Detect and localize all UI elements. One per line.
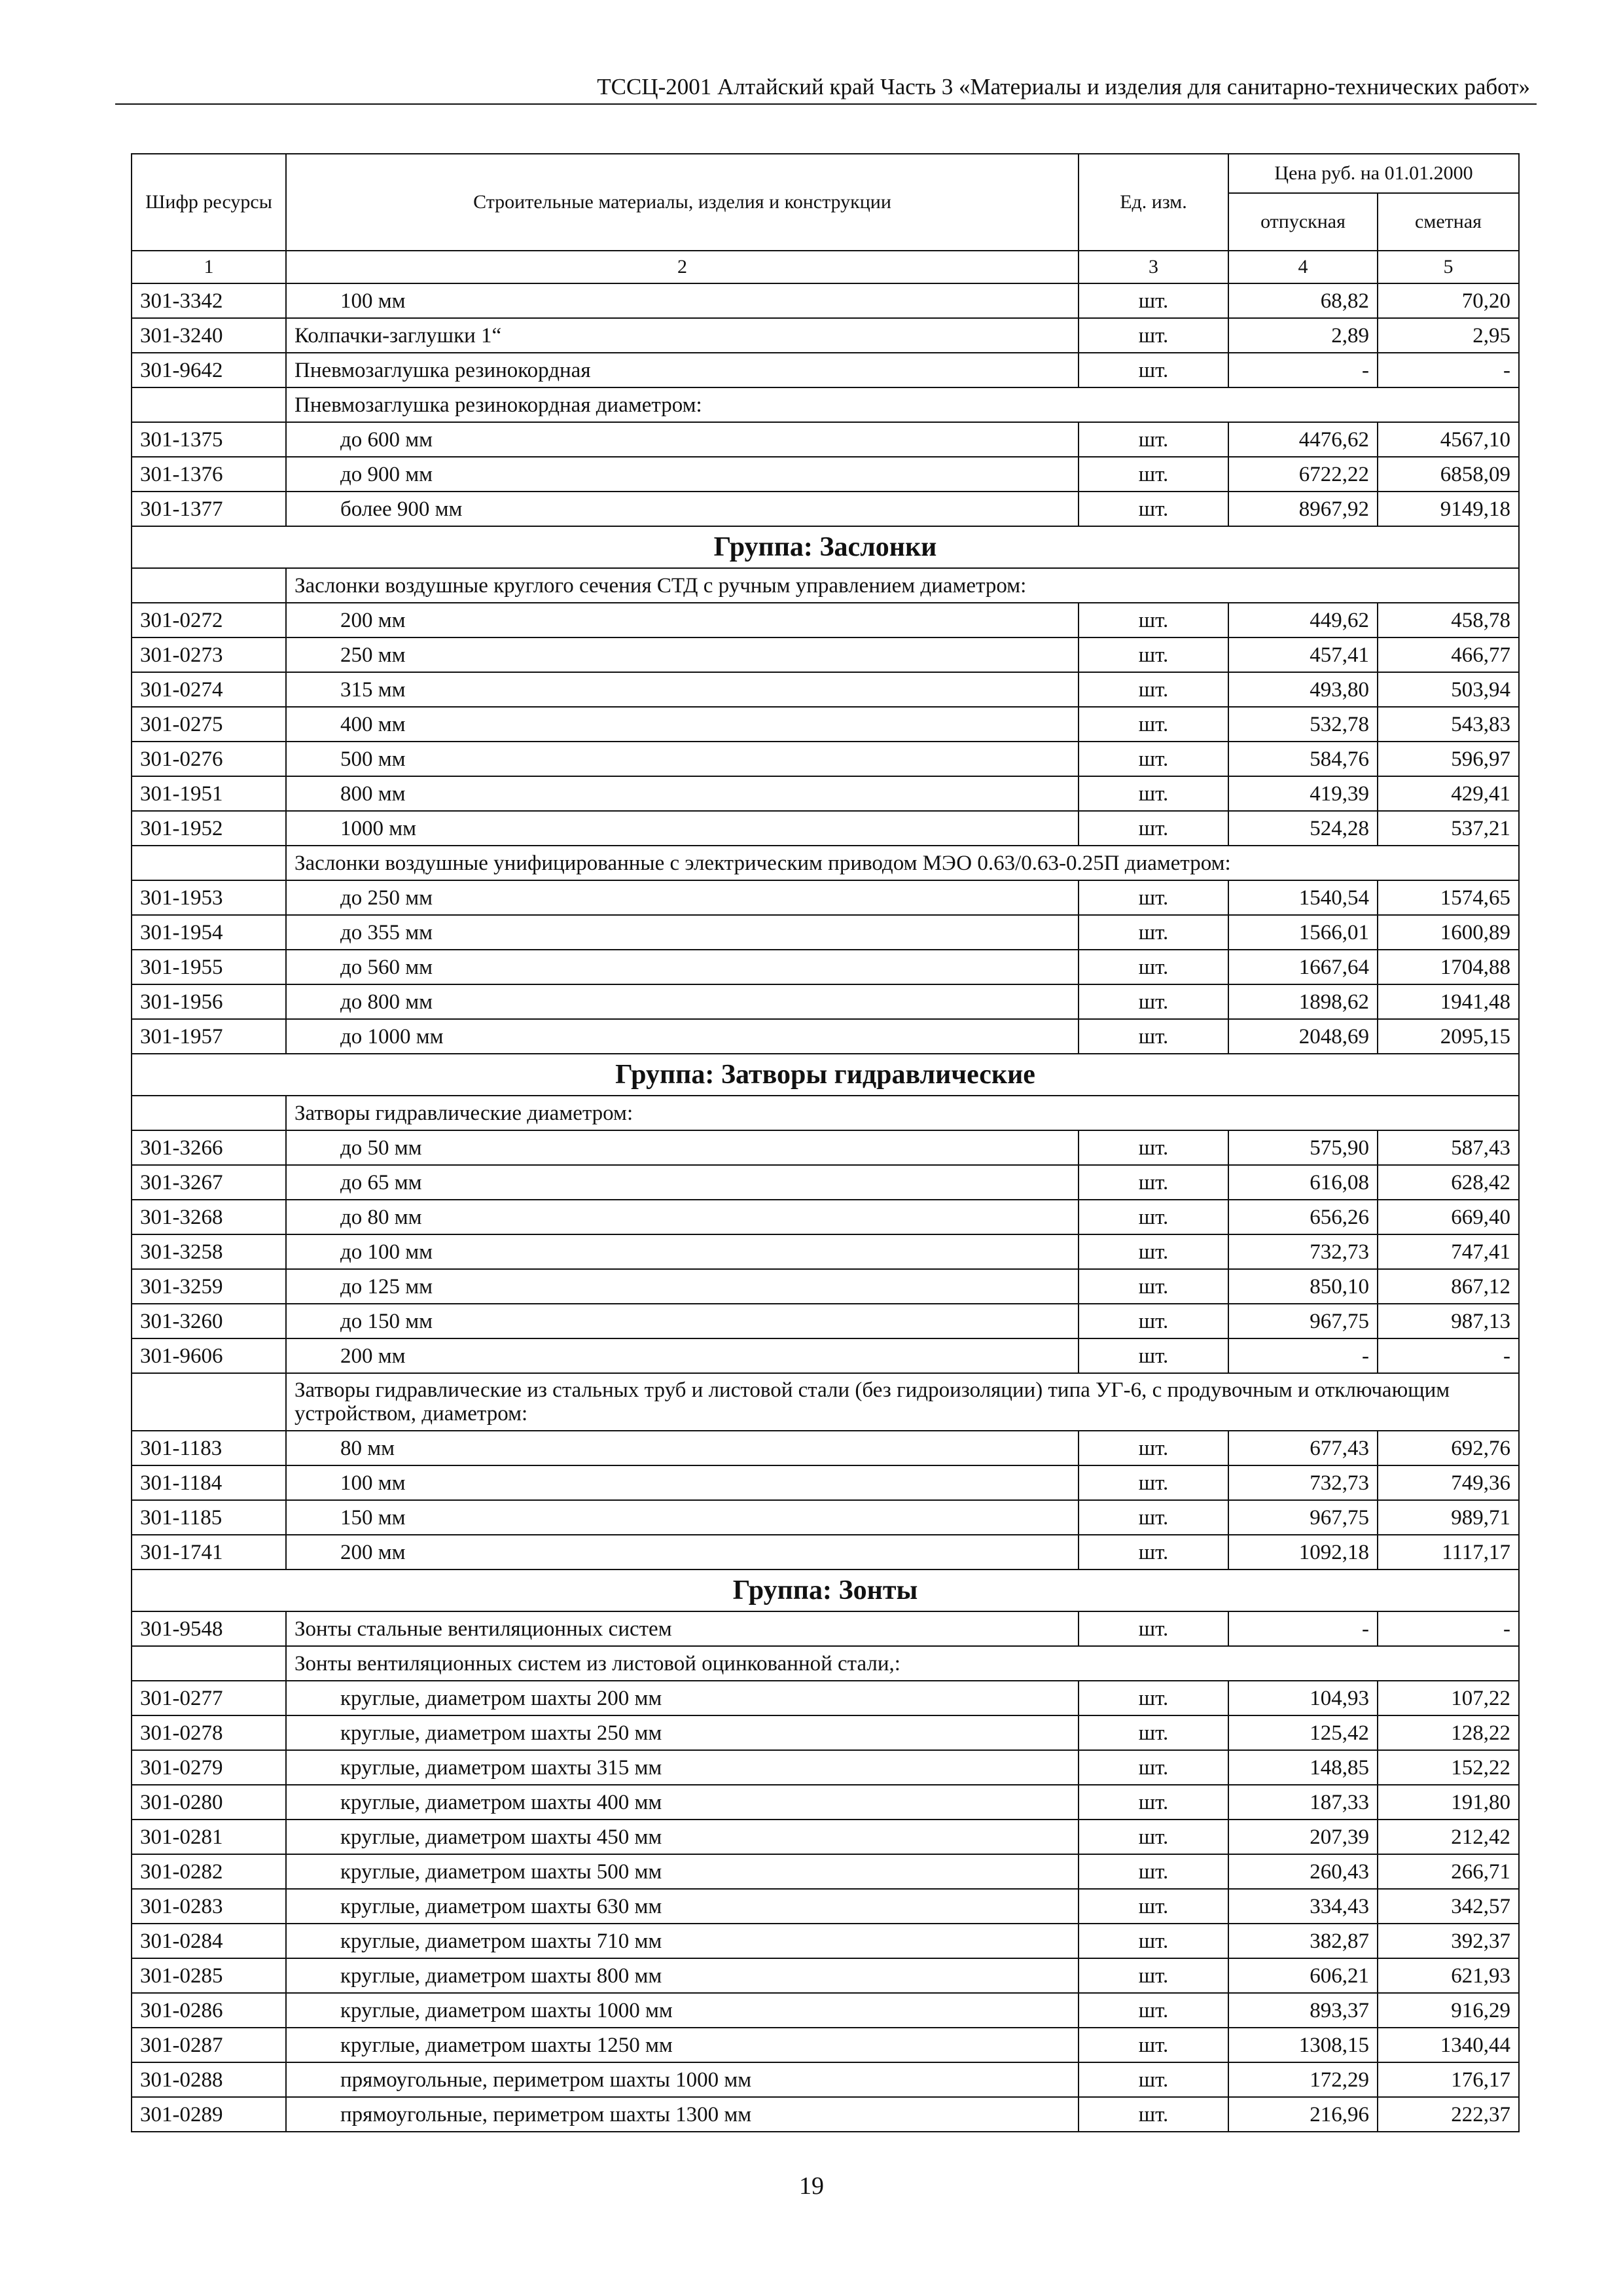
table-row bbox=[132, 1854, 1519, 1889]
table-row bbox=[132, 422, 1519, 457]
unit: шт. bbox=[1079, 422, 1228, 457]
table-row bbox=[132, 1958, 1519, 1993]
table-row bbox=[132, 880, 1519, 915]
estimate-price: 222,37 bbox=[1378, 2097, 1519, 2132]
estimate-price: 987,13 bbox=[1378, 1304, 1519, 1338]
unit: шт. bbox=[1079, 2062, 1228, 2097]
subheading-row bbox=[132, 1646, 1519, 1681]
material-name: до 125 мм bbox=[286, 1269, 1079, 1304]
release-price: 216,96 bbox=[1228, 2097, 1378, 2132]
subheading-code bbox=[132, 1373, 286, 1431]
resource-code: 301-1955 bbox=[132, 950, 286, 984]
material-name: 500 мм bbox=[286, 742, 1079, 776]
release-price: 967,75 bbox=[1228, 1304, 1378, 1338]
table-row bbox=[132, 707, 1519, 742]
release-price: 1566,01 bbox=[1228, 915, 1378, 950]
subheading-row bbox=[132, 846, 1519, 880]
release-price: 172,29 bbox=[1228, 2062, 1378, 2097]
material-name: до 100 мм bbox=[286, 1234, 1079, 1269]
estimate-price: 749,36 bbox=[1378, 1465, 1519, 1500]
release-price: 1092,18 bbox=[1228, 1535, 1378, 1570]
estimate-price: 537,21 bbox=[1378, 811, 1519, 846]
estimate-price: 458,78 bbox=[1378, 603, 1519, 637]
estimate-price: 503,94 bbox=[1378, 672, 1519, 707]
material-name: до 65 мм bbox=[286, 1165, 1079, 1200]
table-row bbox=[132, 1130, 1519, 1165]
release-price: 584,76 bbox=[1228, 742, 1378, 776]
resource-code: 301-1183 bbox=[132, 1431, 286, 1465]
release-price: 2048,69 bbox=[1228, 1019, 1378, 1054]
material-name: до 150 мм bbox=[286, 1304, 1079, 1338]
material-name: до 560 мм bbox=[286, 950, 1079, 984]
estimate-price: 621,93 bbox=[1378, 1958, 1519, 1993]
release-price: 6722,22 bbox=[1228, 457, 1378, 492]
table-row bbox=[132, 915, 1519, 950]
unit: шт. bbox=[1079, 776, 1228, 811]
resource-code: 301-0279 bbox=[132, 1750, 286, 1785]
material-name: до 355 мм bbox=[286, 915, 1079, 950]
resource-code: 301-9548 bbox=[132, 1611, 286, 1646]
release-price: 419,39 bbox=[1228, 776, 1378, 811]
material-name: 400 мм bbox=[286, 707, 1079, 742]
subheading-code bbox=[132, 846, 286, 880]
table-row bbox=[132, 672, 1519, 707]
release-price: 1540,54 bbox=[1228, 880, 1378, 915]
release-price: 524,28 bbox=[1228, 811, 1378, 846]
unit: шт. bbox=[1079, 1785, 1228, 1820]
unit: шт. bbox=[1079, 950, 1228, 984]
subheading: Затворы гидравлические из стальных труб и листовой стали (без гидроизоляции) типа УГ-6, с продувочным и отключающим устройством, диаметром: bbox=[286, 1373, 1519, 1431]
estimate-price: 128,22 bbox=[1378, 1715, 1519, 1750]
release-price: 148,85 bbox=[1228, 1750, 1378, 1785]
material-name: круглые, диаметром шахты 450 мм bbox=[286, 1820, 1079, 1854]
material-name: 250 мм bbox=[286, 637, 1079, 672]
release-price: 606,21 bbox=[1228, 1958, 1378, 1993]
table-row bbox=[132, 1165, 1519, 1200]
estimate-price: 669,40 bbox=[1378, 1200, 1519, 1234]
table-row bbox=[132, 1681, 1519, 1715]
material-name: круглые, диаметром шахты 400 мм bbox=[286, 1785, 1079, 1820]
material-name: круглые, диаметром шахты 315 мм bbox=[286, 1750, 1079, 1785]
release-price: 207,39 bbox=[1228, 1820, 1378, 1854]
release-price: 68,82 bbox=[1228, 283, 1378, 318]
release-price: 260,43 bbox=[1228, 1854, 1378, 1889]
release-price: 656,26 bbox=[1228, 1200, 1378, 1234]
release-price: 1308,15 bbox=[1228, 2028, 1378, 2062]
unit: шт. bbox=[1079, 1958, 1228, 1993]
release-price: 104,93 bbox=[1228, 1681, 1378, 1715]
release-price: 2,89 bbox=[1228, 318, 1378, 353]
table-row bbox=[132, 353, 1519, 387]
material-name: 80 мм bbox=[286, 1431, 1079, 1465]
material-name: 100 мм bbox=[286, 1465, 1079, 1500]
unit: шт. bbox=[1079, 637, 1228, 672]
material-name: до 800 мм bbox=[286, 984, 1079, 1019]
estimate-price: 9149,18 bbox=[1378, 492, 1519, 526]
estimate-price: 6858,09 bbox=[1378, 457, 1519, 492]
unit: шт. bbox=[1079, 492, 1228, 526]
group-heading: Группа: Затворы гидравлические bbox=[132, 1054, 1519, 1096]
subheading: Зонты вентиляционных систем из листовой оцинкованной стали,: bbox=[286, 1646, 1519, 1681]
material-name: Зонты стальные вентиляционных систем bbox=[286, 1611, 1079, 1646]
table-row bbox=[132, 1993, 1519, 2028]
estimate-price: 587,43 bbox=[1378, 1130, 1519, 1165]
unit: шт. bbox=[1079, 1681, 1228, 1715]
material-name: 200 мм bbox=[286, 1338, 1079, 1373]
table-row bbox=[132, 1750, 1519, 1785]
unit: шт. bbox=[1079, 1611, 1228, 1646]
unit: шт. bbox=[1079, 457, 1228, 492]
release-price: 4476,62 bbox=[1228, 422, 1378, 457]
unit: шт. bbox=[1079, 1924, 1228, 1958]
estimate-price: 596,97 bbox=[1378, 742, 1519, 776]
release-price: 1667,64 bbox=[1228, 950, 1378, 984]
estimate-price: - bbox=[1378, 1338, 1519, 1373]
resource-code: 301-1741 bbox=[132, 1535, 286, 1570]
resource-code: 301-1951 bbox=[132, 776, 286, 811]
unit: шт. bbox=[1079, 1338, 1228, 1373]
table-row bbox=[132, 1715, 1519, 1750]
unit: шт. bbox=[1079, 811, 1228, 846]
material-name: круглые, диаметром шахты 1250 мм bbox=[286, 2028, 1079, 2062]
table-row bbox=[132, 603, 1519, 637]
estimate-price: 4567,10 bbox=[1378, 422, 1519, 457]
material-name: прямоугольные, периметром шахты 1300 мм bbox=[286, 2097, 1079, 2132]
table-row bbox=[132, 1338, 1519, 1373]
material-name: 100 мм bbox=[286, 283, 1079, 318]
estimate-price: 543,83 bbox=[1378, 707, 1519, 742]
estimate-price: 867,12 bbox=[1378, 1269, 1519, 1304]
table-row bbox=[132, 2097, 1519, 2132]
unit: шт. bbox=[1079, 984, 1228, 1019]
material-name: 150 мм bbox=[286, 1500, 1079, 1535]
estimate-price: - bbox=[1378, 353, 1519, 387]
subheading-code bbox=[132, 1096, 286, 1130]
resource-code: 301-1377 bbox=[132, 492, 286, 526]
material-name: 315 мм bbox=[286, 672, 1079, 707]
material-name: Колпачки-заглушки 1“ bbox=[286, 318, 1079, 353]
group-heading-row bbox=[132, 1054, 1519, 1096]
subheading: Пневмозаглушка резинокордная диаметром: bbox=[286, 387, 1519, 422]
release-price: 334,43 bbox=[1228, 1889, 1378, 1924]
material-name: прямоугольные, периметром шахты 1000 мм bbox=[286, 2062, 1079, 2097]
unit: шт. bbox=[1079, 603, 1228, 637]
material-name: до 1000 мм bbox=[286, 1019, 1079, 1054]
unit: шт. bbox=[1079, 1431, 1228, 1465]
table-row bbox=[132, 1304, 1519, 1338]
running-header: ТССЦ-2001 Алтайский край Часть 3 «Материалы и изделия для санитарно-технических работ» bbox=[115, 71, 1537, 105]
table-row bbox=[132, 492, 1519, 526]
estimate-price: 1574,65 bbox=[1378, 880, 1519, 915]
resource-code: 301-9606 bbox=[132, 1338, 286, 1373]
estimate-price: 1117,17 bbox=[1378, 1535, 1519, 1570]
page-number: 19 bbox=[799, 2172, 824, 2200]
unit: шт. bbox=[1079, 353, 1228, 387]
material-name: круглые, диаметром шахты 500 мм bbox=[286, 1854, 1079, 1889]
release-price: 850,10 bbox=[1228, 1269, 1378, 1304]
column-index: 4 bbox=[1228, 251, 1378, 283]
resource-code: 301-9642 bbox=[132, 353, 286, 387]
estimate-price: 212,42 bbox=[1378, 1820, 1519, 1854]
resource-code: 301-0289 bbox=[132, 2097, 286, 2132]
column-header-unit: Ед. изм. bbox=[1079, 154, 1228, 251]
subheading: Заслонки воздушные круглого сечения СТД с ручным управлением диаметром: bbox=[286, 568, 1519, 603]
unit: шт. bbox=[1079, 672, 1228, 707]
material-name: 800 мм bbox=[286, 776, 1079, 811]
resource-code: 301-0280 bbox=[132, 1785, 286, 1820]
subheading-code bbox=[132, 568, 286, 603]
resource-code: 301-3259 bbox=[132, 1269, 286, 1304]
material-name: Пневмозаглушка резинокордная bbox=[286, 353, 1079, 387]
estimate-price: 692,76 bbox=[1378, 1431, 1519, 1465]
table-row bbox=[132, 742, 1519, 776]
unit: шт. bbox=[1079, 1269, 1228, 1304]
estimate-price: 2095,15 bbox=[1378, 1019, 1519, 1054]
table-row bbox=[132, 1924, 1519, 1958]
table-body bbox=[132, 283, 1519, 2132]
unit: шт. bbox=[1079, 1750, 1228, 1785]
release-price: 8967,92 bbox=[1228, 492, 1378, 526]
table-row bbox=[132, 950, 1519, 984]
material-name: круглые, диаметром шахты 1000 мм bbox=[286, 1993, 1079, 2028]
unit: шт. bbox=[1079, 1993, 1228, 2028]
resource-code: 301-1952 bbox=[132, 811, 286, 846]
resource-code: 301-0276 bbox=[132, 742, 286, 776]
table-row bbox=[132, 1500, 1519, 1535]
resource-code: 301-3266 bbox=[132, 1130, 286, 1165]
estimate-price: 628,42 bbox=[1378, 1165, 1519, 1200]
resource-code: 301-1956 bbox=[132, 984, 286, 1019]
release-price: 677,43 bbox=[1228, 1431, 1378, 1465]
table-row bbox=[132, 984, 1519, 1019]
group-heading: Группа: Зонты bbox=[132, 1570, 1519, 1611]
release-price: - bbox=[1228, 353, 1378, 387]
release-price: 1898,62 bbox=[1228, 984, 1378, 1019]
unit: шт. bbox=[1079, 283, 1228, 318]
estimate-price: 176,17 bbox=[1378, 2062, 1519, 2097]
material-name: круглые, диаметром шахты 630 мм bbox=[286, 1889, 1079, 1924]
unit: шт. bbox=[1079, 1889, 1228, 1924]
estimate-price: 266,71 bbox=[1378, 1854, 1519, 1889]
material-name: до 600 мм bbox=[286, 422, 1079, 457]
table-row bbox=[132, 1019, 1519, 1054]
resource-code: 301-0281 bbox=[132, 1820, 286, 1854]
unit: шт. bbox=[1079, 742, 1228, 776]
subheading: Заслонки воздушные унифицированные с электрическим приводом МЭО 0.63/0.63-0.25П диаметром: bbox=[286, 846, 1519, 880]
resource-code: 301-3258 bbox=[132, 1234, 286, 1269]
table-row bbox=[132, 1234, 1519, 1269]
material-name: 1000 мм bbox=[286, 811, 1079, 846]
table-row bbox=[132, 457, 1519, 492]
material-name: круглые, диаметром шахты 200 мм bbox=[286, 1681, 1079, 1715]
subheading-row bbox=[132, 1373, 1519, 1431]
estimate-price: 392,37 bbox=[1378, 1924, 1519, 1958]
table-row bbox=[132, 1465, 1519, 1500]
table-row bbox=[132, 1535, 1519, 1570]
unit: шт. bbox=[1079, 1854, 1228, 1889]
column-index: 3 bbox=[1079, 251, 1228, 283]
unit: шт. bbox=[1079, 1304, 1228, 1338]
resource-code: 301-1375 bbox=[132, 422, 286, 457]
resource-code: 301-0274 bbox=[132, 672, 286, 707]
resource-code: 301-0282 bbox=[132, 1854, 286, 1889]
column-header-release-price: отпускная bbox=[1228, 193, 1378, 251]
estimate-price: 916,29 bbox=[1378, 1993, 1519, 2028]
group-heading: Группа: Заслонки bbox=[132, 526, 1519, 568]
price-table bbox=[131, 153, 1520, 2132]
estimate-price: 152,22 bbox=[1378, 1750, 1519, 1785]
resource-code: 301-0288 bbox=[132, 2062, 286, 2097]
column-index: 1 bbox=[132, 251, 286, 283]
resource-code: 301-0273 bbox=[132, 637, 286, 672]
unit: шт. bbox=[1079, 1234, 1228, 1269]
resource-code: 301-0277 bbox=[132, 1681, 286, 1715]
table-row bbox=[132, 637, 1519, 672]
release-price: 457,41 bbox=[1228, 637, 1378, 672]
estimate-price: 107,22 bbox=[1378, 1681, 1519, 1715]
resource-code: 301-3268 bbox=[132, 1200, 286, 1234]
table-row bbox=[132, 1200, 1519, 1234]
material-name: до 900 мм bbox=[286, 457, 1079, 492]
resource-code: 301-0278 bbox=[132, 1715, 286, 1750]
table-row bbox=[132, 1431, 1519, 1465]
table-row bbox=[132, 318, 1519, 353]
material-name: до 80 мм bbox=[286, 1200, 1079, 1234]
release-price: 893,37 bbox=[1228, 1993, 1378, 2028]
table-row bbox=[132, 2028, 1519, 2062]
release-price: - bbox=[1228, 1338, 1378, 1373]
resource-code: 301-0283 bbox=[132, 1889, 286, 1924]
estimate-price: 70,20 bbox=[1378, 283, 1519, 318]
estimate-price: 747,41 bbox=[1378, 1234, 1519, 1269]
estimate-price: 466,77 bbox=[1378, 637, 1519, 672]
unit: шт. bbox=[1079, 1500, 1228, 1535]
column-index: 5 bbox=[1378, 251, 1519, 283]
estimate-price: - bbox=[1378, 1611, 1519, 1646]
resource-code: 301-0285 bbox=[132, 1958, 286, 1993]
table-row bbox=[132, 811, 1519, 846]
release-price: 493,80 bbox=[1228, 672, 1378, 707]
estimate-price: 2,95 bbox=[1378, 318, 1519, 353]
resource-code: 301-1954 bbox=[132, 915, 286, 950]
resource-code: 301-3267 bbox=[132, 1165, 286, 1200]
release-price: 616,08 bbox=[1228, 1165, 1378, 1200]
unit: шт. bbox=[1079, 1465, 1228, 1500]
release-price: 732,73 bbox=[1228, 1234, 1378, 1269]
unit: шт. bbox=[1079, 1165, 1228, 1200]
subheading-row bbox=[132, 568, 1519, 603]
group-heading-row bbox=[132, 526, 1519, 568]
resource-code: 301-0286 bbox=[132, 1993, 286, 2028]
table-row bbox=[132, 1269, 1519, 1304]
resource-code: 301-0287 bbox=[132, 2028, 286, 2062]
unit: шт. bbox=[1079, 2028, 1228, 2062]
subheading-code bbox=[132, 387, 286, 422]
subheading-code bbox=[132, 1646, 286, 1681]
unit: шт. bbox=[1079, 1820, 1228, 1854]
resource-code: 301-3342 bbox=[132, 283, 286, 318]
estimate-price: 989,71 bbox=[1378, 1500, 1519, 1535]
estimate-price: 1941,48 bbox=[1378, 984, 1519, 1019]
table-row bbox=[132, 1889, 1519, 1924]
unit: шт. bbox=[1079, 1715, 1228, 1750]
material-name: круглые, диаметром шахты 250 мм bbox=[286, 1715, 1079, 1750]
unit: шт. bbox=[1079, 880, 1228, 915]
resource-code: 301-1957 bbox=[132, 1019, 286, 1054]
table-row bbox=[132, 776, 1519, 811]
table-row bbox=[132, 2062, 1519, 2097]
subheading-row bbox=[132, 1096, 1519, 1130]
column-header-name: Строительные материалы, изделия и конструкции bbox=[286, 154, 1079, 251]
release-price: 532,78 bbox=[1228, 707, 1378, 742]
release-price: 187,33 bbox=[1228, 1785, 1378, 1820]
resource-code: 301-3260 bbox=[132, 1304, 286, 1338]
estimate-price: 1704,88 bbox=[1378, 950, 1519, 984]
material-name: круглые, диаметром шахты 710 мм bbox=[286, 1924, 1079, 1958]
unit: шт. bbox=[1079, 1019, 1228, 1054]
material-name: 200 мм bbox=[286, 1535, 1079, 1570]
table-row bbox=[132, 1611, 1519, 1646]
subheading-row bbox=[132, 387, 1519, 422]
material-name: круглые, диаметром шахты 800 мм bbox=[286, 1958, 1079, 1993]
unit: шт. bbox=[1079, 2097, 1228, 2132]
resource-code: 301-1185 bbox=[132, 1500, 286, 1535]
release-price: 125,42 bbox=[1228, 1715, 1378, 1750]
resource-code: 301-0284 bbox=[132, 1924, 286, 1958]
column-header-code: Шифр ресурсы bbox=[132, 154, 286, 251]
column-index: 2 bbox=[286, 251, 1079, 283]
estimate-price: 342,57 bbox=[1378, 1889, 1519, 1924]
resource-code: 301-1953 bbox=[132, 880, 286, 915]
table-row bbox=[132, 1785, 1519, 1820]
resource-code: 301-0272 bbox=[132, 603, 286, 637]
release-price: 449,62 bbox=[1228, 603, 1378, 637]
unit: шт. bbox=[1079, 1200, 1228, 1234]
unit: шт. bbox=[1079, 318, 1228, 353]
resource-code: 301-0275 bbox=[132, 707, 286, 742]
estimate-price: 191,80 bbox=[1378, 1785, 1519, 1820]
subheading: Затворы гидравлические диаметром: bbox=[286, 1096, 1519, 1130]
release-price: 967,75 bbox=[1228, 1500, 1378, 1535]
material-name: до 50 мм bbox=[286, 1130, 1079, 1165]
material-name: более 900 мм bbox=[286, 492, 1079, 526]
resource-code: 301-3240 bbox=[132, 318, 286, 353]
table-row bbox=[132, 1820, 1519, 1854]
column-header-estimate-price: сметная bbox=[1378, 193, 1519, 251]
unit: шт. bbox=[1079, 707, 1228, 742]
estimate-price: 429,41 bbox=[1378, 776, 1519, 811]
release-price: 382,87 bbox=[1228, 1924, 1378, 1958]
estimate-price: 1340,44 bbox=[1378, 2028, 1519, 2062]
release-price: - bbox=[1228, 1611, 1378, 1646]
material-name: до 250 мм bbox=[286, 880, 1079, 915]
resource-code: 301-1376 bbox=[132, 457, 286, 492]
unit: шт. bbox=[1079, 1535, 1228, 1570]
release-price: 732,73 bbox=[1228, 1465, 1378, 1500]
group-heading-row bbox=[132, 1570, 1519, 1611]
unit: шт. bbox=[1079, 915, 1228, 950]
unit: шт. bbox=[1079, 1130, 1228, 1165]
estimate-price: 1600,89 bbox=[1378, 915, 1519, 950]
material-name: 200 мм bbox=[286, 603, 1079, 637]
table-row bbox=[132, 283, 1519, 318]
release-price: 575,90 bbox=[1228, 1130, 1378, 1165]
column-header-price: Цена руб. на 01.01.2000 bbox=[1228, 154, 1519, 193]
resource-code: 301-1184 bbox=[132, 1465, 286, 1500]
